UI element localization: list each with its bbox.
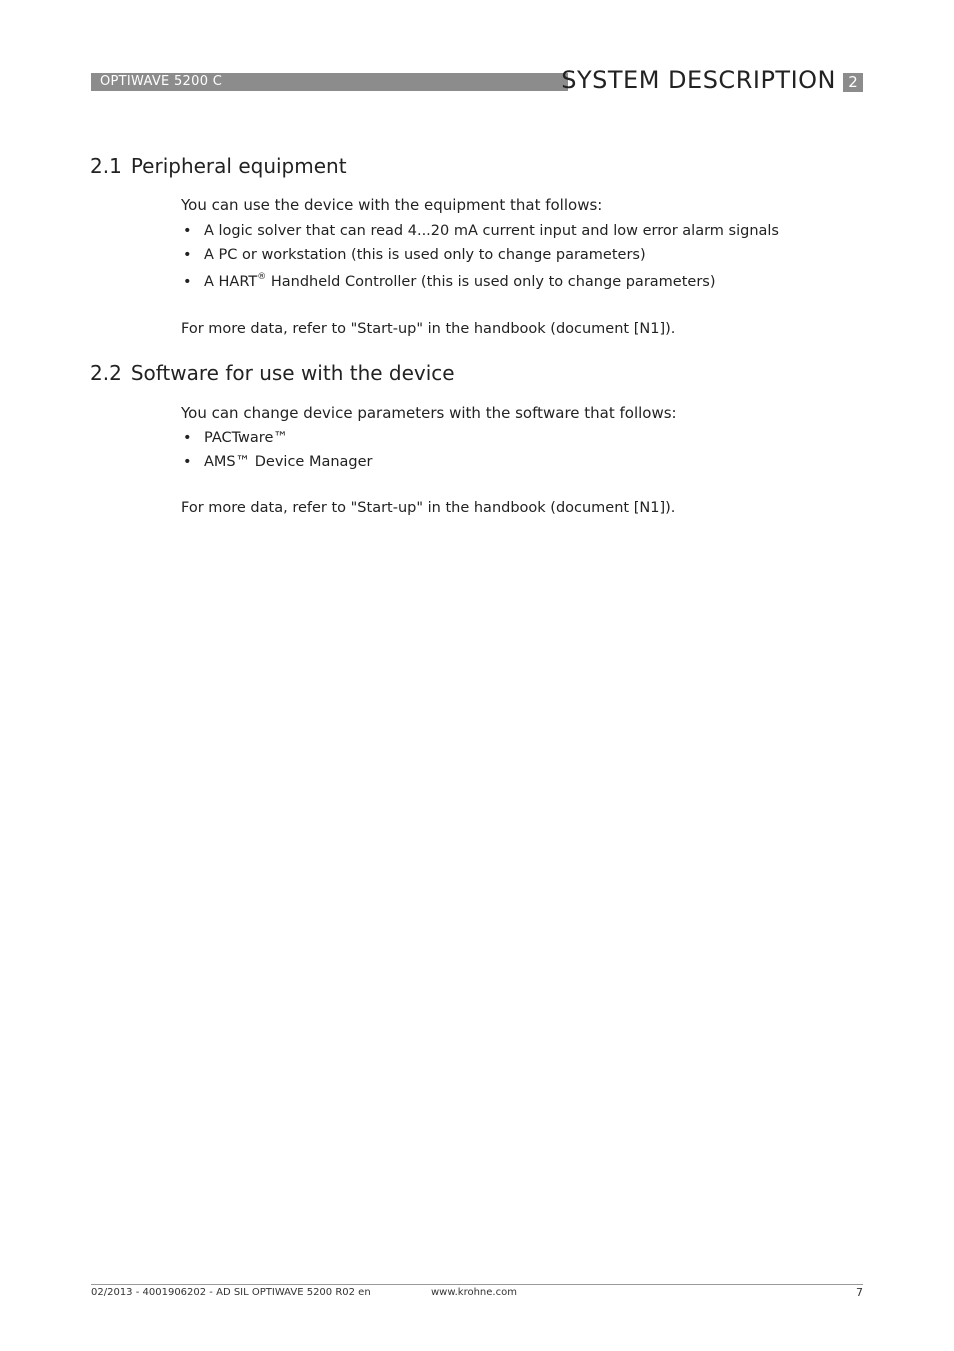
list-item (181, 426, 373, 450)
equipment-list (181, 219, 779, 294)
software-list (181, 426, 373, 474)
section-intro: You can use the device with the equipment that follows: (181, 196, 603, 214)
footer-document-reference: 02/2013 - 4001906202 - AD SIL OPTIWAVE 5200 R02 en (91, 1287, 371, 1298)
list-item-text: A PC or workstation (this is used only to change parameters) (204, 247, 646, 263)
list-item-text: PACTware™ (204, 430, 288, 446)
bullet-icon: • (183, 430, 192, 446)
list-item-text-suffix: Handheld Controller (this is used only to change parameters) (266, 274, 716, 290)
list-item-text-prefix: A HART (204, 274, 258, 290)
chapter-number-badge: 2 (843, 73, 863, 92)
bullet-icon: • (183, 454, 192, 470)
registered-mark: ® (257, 272, 267, 283)
section-intro: You can change device parameters with the software that follows: (181, 404, 677, 422)
section-title-peripheral-equipment (90, 153, 347, 179)
bullet-icon: • (183, 223, 192, 239)
list-item-text: AMS™ Device Manager (204, 454, 373, 470)
section-note: For more data, refer to "Start-up" in the handbook (document [N1]). (181, 500, 676, 516)
footer-website: www.krohne.com (431, 1287, 517, 1298)
list-item-text: A logic solver that can read 4...20 mA current input and low error alarm signals (204, 223, 779, 239)
list-item (181, 450, 373, 474)
list-item (181, 270, 779, 294)
page-number: 7 (856, 1286, 863, 1299)
section-number: 2.2 (90, 361, 122, 385)
footer-divider (91, 1284, 863, 1285)
header-product-name: OPTIWAVE 5200 C (100, 74, 223, 89)
list-item (181, 219, 779, 243)
section-number: 2.1 (90, 154, 122, 178)
section-note: For more data, refer to "Start-up" in the handbook (document [N1]). (181, 321, 676, 337)
list-item (181, 243, 779, 267)
bullet-icon: • (183, 274, 192, 290)
section-title-software (90, 360, 455, 386)
section-title-text: Software for use with the device (130, 361, 455, 385)
bullet-icon: • (183, 247, 192, 263)
section-title-text: Peripheral equipment (130, 154, 347, 178)
header-chapter-title: SYSTEM DESCRIPTION (561, 66, 836, 94)
